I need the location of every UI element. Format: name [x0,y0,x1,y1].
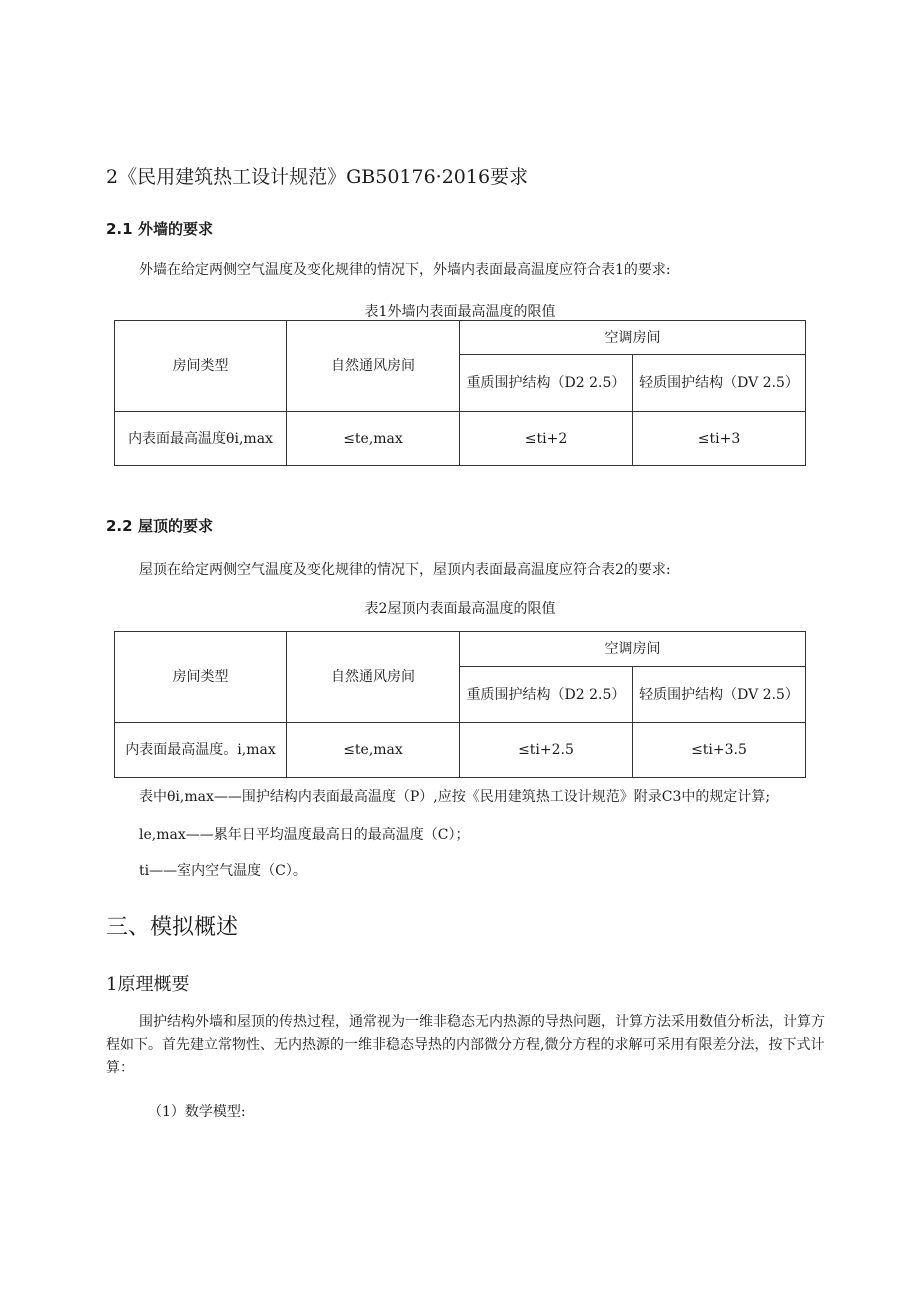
subsection-heading-2-2 [106,515,213,536]
subsection-title: 外墙的要求 [138,220,214,238]
note-te-max-definition: le,max——累年日平均温度最高日的最高温度（C）； [139,827,470,843]
table2-cell-heavy: ≤ti+2.5 [460,723,633,778]
table2-row-label: 内表面最高温度。i,max [115,723,287,778]
table2-caption: 表2屋顶内表面最高温度的限值 [364,601,556,617]
table2-header-air-conditioned: 空调房间 [460,632,806,667]
table1-cell-light: ≤ti+3 [633,412,806,466]
table1-header-heavy-structure: 重质围护结构（D2 2.5） [460,355,633,412]
paragraph-principle: 围护结构外墙和屋顶的传热过程，通常视为一维非稳态无内热源的导热问题，计算方法采用数值分析法，计算方程如下。首先建立常物性、无内热源的一维非稳态导热的内部微分方程,微分方程的求解可采用有限差分法，按下式计算： [106,1014,825,1076]
section-heading-2: 2《民用建筑热工设计规范》GB50176·2016要求 [106,166,529,188]
table1-cell-natural: ≤te,max [287,412,460,466]
table2-cell-light: ≤ti+3.5 [633,723,806,778]
table2-header-room-type: 房间类型 [115,632,287,723]
table1 [114,320,806,466]
subsection-number: 2.1 [106,220,133,238]
subsection-heading-2-1 [106,218,213,239]
table1-header-natural-ventilation: 自然通风房间 [287,321,460,412]
table1-caption: 表1外墙内表面最高温度的限值 [364,304,556,320]
table2-cell-natural: ≤te,max [287,723,460,778]
section-heading-3-1: 1原理概要 [106,974,190,995]
table2-header-light-structure: 轻质围护结构（DV 2.5） [633,667,806,723]
table1-header-room-type: 房间类型 [115,321,287,412]
paragraph-roof-requirement: 屋顶在给定两侧空气温度及变化规律的情况下，屋顶内表面最高温度应符合表2的要求: [139,562,671,578]
note-theta-definition: 表中θi,max——围护结构内表面最高温度（P）,应按《民用建筑热工设计规范》附录C3中的规定计算; [139,789,771,805]
table1-header-light-structure: 轻质围护结构（DV 2.5） [633,355,806,412]
chapter-heading-3: 三、模拟概述 [106,915,239,940]
subsection-number: 2.2 [106,517,133,535]
table1-cell-heavy: ≤ti+2 [460,412,633,466]
list-item-math-model: （1）数学模型: [148,1104,246,1120]
table1-header-air-conditioned: 空调房间 [460,321,806,355]
table2-header-heavy-structure: 重质围护结构（D2 2.5） [460,667,633,723]
subsection-title: 屋顶的要求 [138,517,214,535]
paragraph-wall-requirement: 外墙在给定两侧空气温度及变化规律的情况下，外墙内表面最高温度应符合表1的要求: [139,262,671,278]
table2-header-natural-ventilation: 自然通风房间 [287,632,460,723]
note-ti-definition: ti——室内空气温度（C）。 [139,863,307,879]
table1-row-label: 内表面最高温度θi,max [115,412,287,466]
table2 [114,631,806,778]
